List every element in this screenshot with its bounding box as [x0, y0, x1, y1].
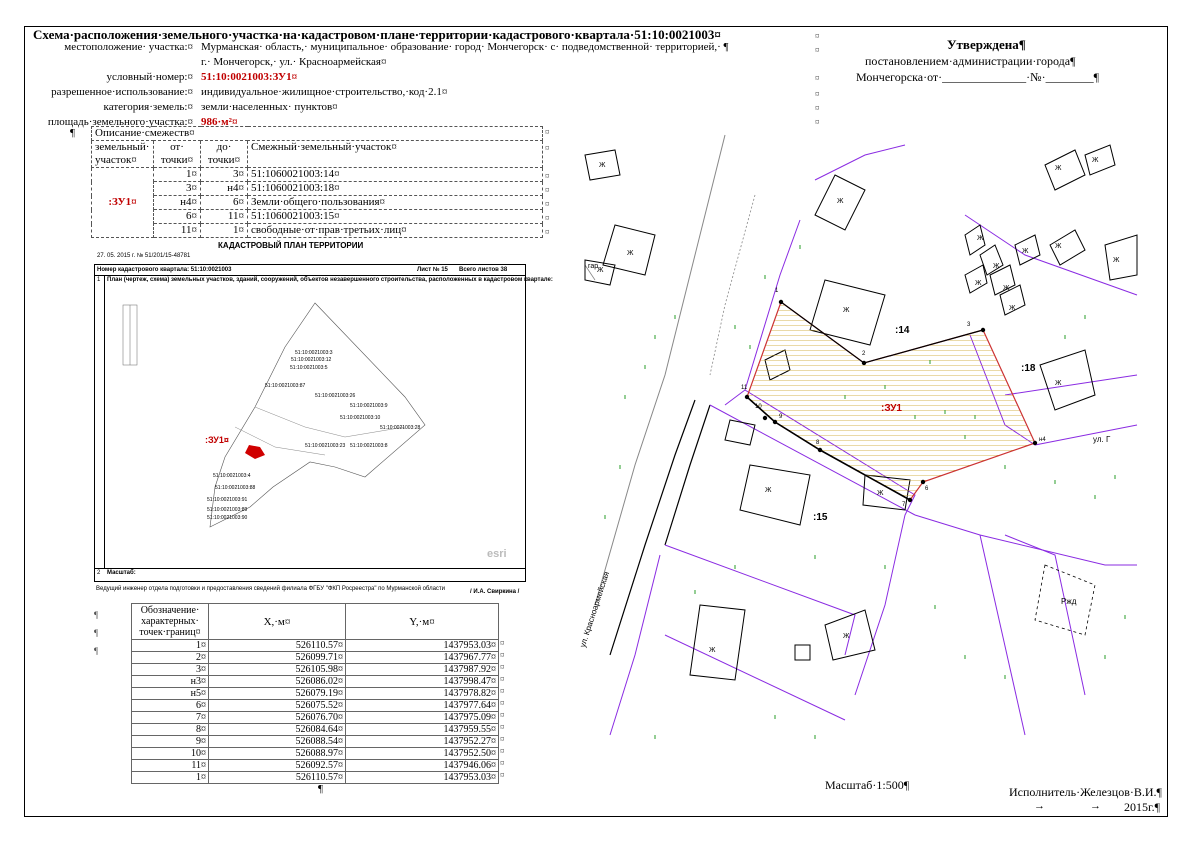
adjacency-row	[92, 210, 543, 224]
thumb-parcel-label: 51:10:0021003:89	[207, 507, 248, 513]
building-label: Ж	[1092, 157, 1099, 164]
coordinate-row	[132, 748, 499, 760]
executor-text: Исполнитель·Железцов·В.И.¶	[1009, 785, 1162, 799]
adjacency-caption: Описание·смежеств¤	[92, 127, 543, 141]
neighbor-15-label: :15	[813, 512, 828, 523]
coord-cell-pt: 1¤	[132, 772, 209, 784]
sheets-total: Всего листов 38	[459, 267, 508, 273]
paragraph-mark: ¶	[94, 628, 99, 638]
boundary-point-dot	[981, 328, 985, 332]
info-label: условный·номер:¤	[106, 71, 193, 83]
map-plot-label: :ЗУ1	[881, 403, 902, 414]
quarter-label: Номер кадастрового квартала: 51:10:0021003	[97, 267, 232, 273]
scale-text: Масштаб·1:500¶	[825, 778, 910, 792]
adjacency-row	[92, 182, 543, 196]
building-label: Ж	[599, 162, 606, 169]
cell-end-mark: ¤	[500, 662, 505, 672]
building-label: Ж	[877, 490, 884, 497]
cell-end-mark: ¤	[500, 674, 505, 684]
building-label: Ж	[765, 487, 772, 494]
cell-end-mark: ¤	[545, 199, 550, 209]
adj-cell-neighbor: 51:1060021003:14¤	[248, 168, 543, 182]
info-value: г.· Мончегорск,· ул.· Красноармейская¤	[201, 56, 387, 68]
building-label: Ж	[993, 263, 1000, 270]
info-label: местоположение· участка:¤	[64, 41, 193, 53]
adjacency-table	[91, 126, 543, 238]
boundary-point-dot	[779, 300, 783, 304]
adj-cell-from: 3¤	[154, 182, 201, 196]
coordinate-row	[132, 664, 499, 676]
cell-end-mark: ¤	[545, 143, 550, 153]
coordinate-row	[132, 712, 499, 724]
coordinate-row	[132, 652, 499, 664]
adj-cell-neighbor: 51:1060021003:18¤	[248, 182, 543, 196]
coord-cell-x: 526088.97¤	[209, 748, 346, 760]
coordinate-row	[132, 700, 499, 712]
cell-end-mark: ¤	[545, 213, 550, 223]
cadastral-heading: КАДАСТРОВЫЙ ПЛАН ТЕРРИТОРИИ	[218, 241, 364, 250]
situation-map	[578, 135, 1137, 757]
coord-cell-y: 1437975.09¤	[346, 712, 499, 724]
adj-cell-neighbor: 51:1060021003:15¤	[248, 210, 543, 224]
coord-cell-x: 526075.52¤	[209, 700, 346, 712]
coord-cell-y: 1437977.64¤	[346, 700, 499, 712]
adjacency-row	[92, 168, 543, 182]
thumb-parcel-label: 51:10:0021003:8	[350, 443, 388, 449]
coord-cell-x: 526099.71¤	[209, 652, 346, 664]
boundary-point-label: 3	[967, 322, 971, 328]
boundary-point-label: 9	[779, 414, 783, 420]
paragraph-mark: ¶	[94, 610, 99, 620]
adjacency-row	[92, 196, 543, 210]
boundary-point-label: 11	[741, 385, 748, 391]
coordinate-row	[132, 676, 499, 688]
coord-header-x: X,·м¤	[209, 604, 346, 640]
boundary-point-label: 1	[775, 288, 779, 294]
neighbor-14-label: :14	[895, 325, 910, 336]
cell-end-mark: ¤	[500, 698, 505, 708]
building-label: Ж	[843, 307, 850, 314]
adj-header-from: от· точки¤	[154, 141, 201, 168]
info-value: Мурманская· область,· муниципальное· образование· город· Мончегорск· с· подведомственной· территорией,· ¶	[201, 41, 729, 53]
boundary-point-dot	[773, 420, 777, 424]
boundary-point-dot	[745, 395, 749, 399]
coord-cell-y: 1437987.92¤	[346, 664, 499, 676]
coord-cell-pt: 8¤	[132, 724, 209, 736]
boundary-point-label: 10	[755, 404, 762, 410]
street-ul-label: ул. Г	[1093, 435, 1111, 444]
thumb-parcel-label: 51:10:0021003:3	[295, 350, 333, 356]
thumb-parcel-label: 51:10:0021003:10	[340, 415, 381, 421]
cell-end-mark: ¤	[545, 127, 550, 137]
building-label: Ж	[1003, 285, 1010, 292]
cell-end-mark: ¤	[815, 31, 820, 41]
document-title: Схема·расположения·земельного·участка·на·кадастровом·плане·территории·кадастрового·квартала·51:10:0021003¤	[33, 27, 721, 42]
building-label: Ж	[977, 235, 984, 242]
coordinate-row	[132, 772, 499, 784]
info-label: площадь·земельного·участка:¤	[47, 116, 193, 128]
boundary-point-label: н4	[1039, 437, 1046, 443]
coordinate-row	[132, 688, 499, 700]
bottom-pilcrow: ¶	[318, 783, 323, 795]
cell-end-mark: ¤	[500, 758, 505, 768]
coord-cell-x: 526084.64¤	[209, 724, 346, 736]
boundary-point-dot	[908, 498, 912, 502]
boundary-point-label: 8	[816, 440, 820, 446]
boundary-point-label: 6	[925, 486, 929, 492]
thumb-parcel-label: 51:10:0021003:5	[290, 365, 328, 371]
coord-cell-x: 526092.57¤	[209, 760, 346, 772]
approval-line2: Мончегорска·от·______________·№·________¶	[856, 70, 1100, 84]
adj-cell-neighbor: свободные·от·прав·третьих·лиц¤	[248, 224, 543, 238]
thumb-parcel-label: 51:10:0021003:4	[213, 473, 251, 479]
boundary-point-dot	[1033, 441, 1037, 445]
coord-cell-y: 1437952.27¤	[346, 736, 499, 748]
coord-cell-pt: 7¤	[132, 712, 209, 724]
building-label: Ж	[597, 267, 604, 274]
sheet-number: Лист № 15	[417, 267, 448, 273]
thumb-parcel-label: 51:10:0021003:23	[305, 443, 346, 449]
cell-end-mark: ¤	[500, 734, 505, 744]
cell-end-mark: ¤	[500, 638, 505, 648]
garage-label: гар.	[588, 263, 601, 270]
cadastral-thumbnail-map	[105, 287, 525, 567]
adj-cell-to: н4¤	[201, 182, 248, 196]
coord-cell-x: 526076.70¤	[209, 712, 346, 724]
esri-watermark: esri	[487, 548, 507, 560]
building-label: Ж	[627, 250, 634, 257]
coord-cell-y: 1437953.03¤	[346, 640, 499, 652]
cadastral-plan-box	[94, 264, 553, 582]
coord-cell-pt: 6¤	[132, 700, 209, 712]
adj-header-plot: земельный· участок¤	[92, 141, 154, 168]
coord-cell-y: 1437946.06¤	[346, 760, 499, 772]
info-value: 51:10:0021003:ЗУ1¤	[201, 71, 298, 83]
coord-cell-pt: 10¤	[132, 748, 209, 760]
coord-cell-y: 1437959.55¤	[346, 724, 499, 736]
info-label: категория·земель:¤	[103, 101, 193, 113]
info-value: индивидуальное·жилищное·строительство,·код·2.1¤	[201, 86, 448, 98]
thumb-parcel-label: 51:10:0021003:91	[207, 497, 248, 503]
building-label: Ж	[1009, 305, 1016, 312]
boundary-point-label: 7	[902, 502, 906, 508]
adjacency-row	[92, 224, 543, 238]
building-label: Ж	[975, 280, 982, 287]
thumb-parcel-label: 51:10:0021003:28	[380, 425, 421, 431]
coord-cell-pt: 3¤	[132, 664, 209, 676]
building-label: Ж	[837, 198, 844, 205]
adj-cell-to: 6¤	[201, 196, 248, 210]
cell-end-mark: ¤	[500, 770, 505, 780]
thumb-parcel-label: 51:10:0021003:9	[350, 403, 388, 409]
coord-cell-pt: н5¤	[132, 688, 209, 700]
cell-end-mark: ¤	[500, 746, 505, 756]
cell-end-mark: ¤	[815, 103, 820, 113]
cell-end-mark: ¤	[500, 722, 505, 732]
coordinate-row	[132, 760, 499, 772]
adj-plot-cell: :ЗУ1¤	[92, 168, 154, 238]
coord-cell-x: 526079.19¤	[209, 688, 346, 700]
thumb-parcel-label: 51:10:0021003:12	[291, 357, 332, 363]
building-label: Ж	[1055, 243, 1062, 250]
building-label: Ж	[843, 633, 850, 640]
row1-number: 1	[97, 277, 101, 283]
thumb-parcel-label: 51:10:0021003:90	[207, 515, 248, 521]
coordinate-row	[132, 640, 499, 652]
cadastral-date: 27. 05. 2015 г. № 51/201/15-48781	[97, 253, 191, 259]
coord-cell-x: 526088.54¤	[209, 736, 346, 748]
cell-end-mark: ¤	[815, 73, 820, 83]
adj-cell-from: 1¤	[154, 168, 201, 182]
cell-end-mark: ¤	[500, 650, 505, 660]
thumb-plot-label: :ЗУ1¤	[205, 435, 229, 445]
coord-cell-x: 526105.98¤	[209, 664, 346, 676]
rest-label: Ржд	[1061, 597, 1077, 606]
approval-line1: постановлением·администрации·города¶	[865, 54, 1076, 68]
arrow-mark-1: →	[1034, 800, 1045, 812]
info-label: разрешенное·использование:¤	[51, 86, 193, 98]
coord-cell-x: 526110.57¤	[209, 772, 346, 784]
adj-cell-from: н4¤	[154, 196, 201, 210]
coord-header-point: Обозначение· характерных· точек·границ¤	[132, 604, 209, 640]
row1-text: План (чертеж, схема) земельных участков, зданий, сооружений, объектов незавершенного строительства, расположенных в кадастровом квартале:	[107, 277, 553, 283]
info-value: земли·населенных· пунктов¤	[201, 101, 338, 113]
adj-cell-to: 3¤	[201, 168, 248, 182]
paragraph-mark: ¶	[94, 646, 99, 656]
coord-cell-y: 1437953.03¤	[346, 772, 499, 784]
boundary-point-dot	[763, 416, 767, 420]
building-label: Ж	[1113, 257, 1120, 264]
adj-cell-neighbor: Земли·общего·пользования¤	[248, 196, 543, 210]
adj-header-neighbor: Смежный·земельный·участок¤	[248, 141, 543, 168]
coord-cell-pt: 2¤	[132, 652, 209, 664]
adj-header-to: до· точки¤	[201, 141, 248, 168]
boundary-point-dot	[921, 480, 925, 484]
coordinate-row	[132, 724, 499, 736]
coord-cell-pt: 11¤	[132, 760, 209, 772]
thumb-parcel-label: 51:10:0021003:88	[215, 485, 256, 491]
thumb-parcel-label: 51:10:0021003:87	[265, 383, 306, 389]
cell-end-mark: ¤	[500, 710, 505, 720]
street-label: ул. Красноармейская	[578, 570, 612, 649]
info-value: 986·м²¤	[201, 116, 238, 128]
coord-cell-y: 1437952.50¤	[346, 748, 499, 760]
engineer-text: Ведущий инженер отдела подготовки и предоставления сведений филиала ФГБУ "ФКП Росреестра" по Мурманской области	[96, 586, 446, 592]
coord-cell-pt: 9¤	[132, 736, 209, 748]
adj-cell-to: 11¤	[201, 210, 248, 224]
cell-end-mark: ¤	[815, 89, 820, 99]
coord-cell-y: 1437967.77¤	[346, 652, 499, 664]
coord-cell-y: 1437978.82¤	[346, 688, 499, 700]
arrow-mark-2: →	[1090, 800, 1101, 812]
coord-cell-pt: 1¤	[132, 640, 209, 652]
adj-cell-to: 1¤	[201, 224, 248, 238]
boundary-point-dot	[862, 361, 866, 365]
approval-title: Утверждена¶	[947, 37, 1026, 52]
engineer-signature: / И.А. Свиркина /	[470, 589, 520, 595]
cell-end-mark: ¤	[815, 117, 820, 127]
boundary-point-label: 2	[862, 351, 866, 357]
scale-label-small: Масштаб:	[107, 570, 136, 576]
coord-cell-y: 1437998.47¤	[346, 676, 499, 688]
neighbor-18-label: :18	[1021, 363, 1036, 374]
adj-cell-from: 6¤	[154, 210, 201, 224]
row2-number: 2	[97, 570, 101, 576]
building-label: Ж	[1055, 165, 1062, 172]
building-label: Ж	[1055, 380, 1062, 387]
cell-end-mark: ¤	[815, 45, 820, 55]
cell-end-mark: ¤	[500, 686, 505, 696]
thumb-parcel-label: 51:10:0021003:26	[315, 393, 356, 399]
year-text: 2015г.¶	[1124, 800, 1161, 814]
coordinate-row	[132, 736, 499, 748]
building-label: Ж	[1022, 248, 1029, 255]
adj-cell-from: 11¤	[154, 224, 201, 238]
coord-header-y: Y,·м¤	[346, 604, 499, 640]
coord-cell-x: 526110.57¤	[209, 640, 346, 652]
pilcrow-mark: ¶	[70, 127, 75, 139]
coordinates-table	[131, 603, 499, 784]
cell-end-mark: ¤	[545, 227, 550, 237]
coord-cell-pt: н3¤	[132, 676, 209, 688]
building-label: Ж	[709, 647, 716, 654]
boundary-point-dot	[818, 448, 822, 452]
cell-end-mark: ¤	[545, 171, 550, 181]
coord-cell-x: 526086.02¤	[209, 676, 346, 688]
cell-end-mark: ¤	[545, 185, 550, 195]
map-drawing	[585, 135, 1137, 757]
